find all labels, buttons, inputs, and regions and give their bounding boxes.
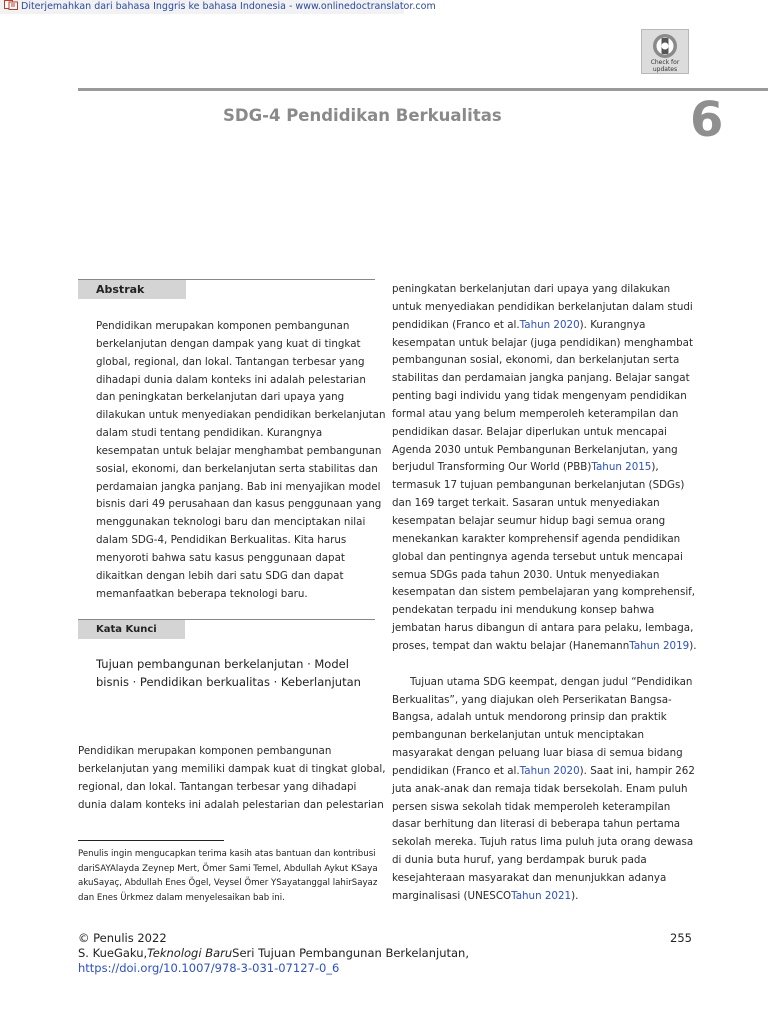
intro-line: regional, dan lokal. Tantangan terbesar yang dihadapi	[78, 780, 357, 793]
right-line: kesempatan untuk belajar (juga pendidikan) menghambat	[392, 336, 694, 349]
right-line: dasar berhitung dan literasi di beberapa tahun pertama	[392, 818, 681, 831]
right-line: Berkualitas”, yang diajukan oleh Perserikatan Bangsa-	[392, 693, 672, 706]
chapter-top-rule	[78, 88, 768, 91]
check-updates-line2: updates	[652, 65, 678, 73]
abstract-line: menyoroti bahwa satu kasus penggunaan dapat	[96, 551, 345, 564]
abstract-body	[96, 318, 385, 604]
abstract-line: perdamaian jangka panjang. Bab ini menyajikan model	[96, 480, 381, 493]
text-segment: berjudul Transforming Our World (PBB)	[392, 461, 592, 474]
intro-line: Pendidikan merupakan komponen pembangunan	[78, 745, 332, 757]
abstract-line: memanfaatkan beberapa teknologi baru.	[96, 587, 308, 600]
right-line: formal atau yang belum memperoleh keterampilan dan	[392, 407, 679, 420]
right-line-with-citation	[392, 888, 696, 906]
right-paragraph-2	[392, 674, 696, 906]
right-line: Agenda 2030 untuk Pembangunan Berkelanjutan, yang	[392, 443, 678, 456]
right-line: kesempatan dan sistem pembelajaran yang komprehensif,	[392, 586, 696, 599]
right-line: kesejahteraan masyarakat dan menunjukkan adanya	[392, 872, 667, 884]
right-line: semua SDGs pada tahun 2030. Untuk menyediakan	[392, 568, 660, 581]
right-line: sekolah mereka. Tujuh ratus lima puluh juta orang dewasa	[392, 836, 694, 849]
text-segment: marginalisasi (UNESCO	[392, 889, 512, 902]
abstract-line: dalam studi tentang pendidikan. Kurangnya	[96, 427, 323, 440]
right-line: persen siswa sekolah tidak memperoleh keterampilan	[392, 800, 671, 813]
right-line-with-citation	[392, 459, 696, 477]
text-segment: ). Kurangnya	[579, 318, 646, 331]
abstract-line: dilakukan untuk menyediakan pendidikan berkelanjutan	[96, 409, 386, 422]
footnote	[78, 847, 378, 905]
right-line: pendekatan terpadu ini mendukung konsep bahwa	[392, 604, 655, 617]
right-line: masyarakat dengan peluang luar biasa di semua bidang	[392, 747, 683, 760]
abstract-line: dihadapi dunia dalam konteks ini adalah pelestarian	[96, 373, 366, 386]
abstract-line: berkelanjutan dengan dampak yang kuat di tingkat	[96, 337, 361, 350]
abstract-line: kesempatan untuk belajar menghambat pembangunan	[96, 444, 382, 457]
intro-line: dunia dalam konteks ini adalah pelestarian dan pelestarian	[78, 798, 384, 811]
chapter-title: SDG-4 Pendidikan Berkualitas	[223, 106, 502, 125]
right-line: untuk menyediakan pendidikan berkelanjutan dalam studi	[392, 300, 693, 313]
abstract-line: sosial, ekonomi, dan berkelanjutan serta stabilitas dan	[96, 462, 378, 475]
abstract-heading: Abstrak	[78, 280, 186, 299]
right-line: Bangsa, adalah untuk mendorong prinsip dan praktik	[392, 711, 667, 724]
check-updates-icon	[652, 33, 678, 59]
check-for-updates-button[interactable]	[641, 29, 689, 74]
text-segment: ). Saat ini, hampir 262	[579, 764, 695, 777]
abstract-line: menggunakan teknologi baru dan menciptakan nilai	[96, 516, 366, 529]
intro-line: berkelanjutan yang memiliki dampak kuat di tingkat global,	[78, 762, 386, 775]
right-line: Tujuan utama SDG keempat, dengan judul “Pendidikan	[410, 675, 693, 688]
keywords-body	[96, 655, 361, 691]
footnote-line: dan Enes Ürkmez dalam menyelesaikan bab ini.	[78, 892, 285, 903]
right-line: pembangunan berkelanjutan untuk menciptakan	[392, 729, 645, 742]
translator-logo-icon	[4, 0, 18, 10]
right-line: juta anak-anak dan remaja tidak bersekolah. Enam puluh	[392, 782, 688, 795]
citation-link[interactable]: Tahun 2015	[591, 461, 652, 474]
right-line-with-citation	[392, 638, 696, 656]
abstract-line: dikaitkan dengan lebih dari satu SDG dan dapat	[96, 569, 344, 582]
right-line-with-citation	[392, 317, 696, 335]
abstract-line: global, regional, dan lokal. Tantangan terbesar yang	[96, 355, 365, 368]
abstract-line: dan peningkatan berkelanjutan dari upaya yang	[96, 391, 345, 404]
footnote-line: akuSayaç, Abdullah Enes Ögel, Veysel Ömer YSayatanggal lahirSayaz	[78, 878, 378, 888]
keywords-heading: Kata Kunci	[78, 620, 185, 639]
footnote-rule	[78, 840, 224, 841]
keywords-line: Tujuan pembangunan berkelanjutan · Model	[96, 657, 349, 671]
right-line: di dunia buta huruf, yang berdampak buruk pada	[392, 854, 647, 867]
right-column	[392, 281, 696, 906]
right-line: penting bagi individu yang tidak mengenyam pendidikan	[392, 390, 687, 403]
abstract-line: Pendidikan merupakan komponen pembangunan	[96, 320, 350, 332]
translator-banner[interactable]	[0, 0, 436, 14]
intro-paragraph	[78, 743, 386, 814]
doi-link[interactable]: https://doi.org/10.1007/978-3-031-07127-0_6	[78, 961, 340, 975]
text-segment: ).	[571, 889, 579, 902]
translator-banner-text[interactable]: Diterjemahkan dari bahasa Inggris ke bahasa Indonesia - www.onlinedoctranslator.com	[21, 1, 436, 12]
page-number: 255	[670, 931, 692, 945]
right-line-with-citation	[392, 763, 696, 781]
right-line: dan 169 target terkait. Sasaran untuk menyediakan	[392, 497, 660, 510]
right-line: kesempatan belajar seumur hidup bagi semua orang	[392, 514, 666, 527]
right-line: pendidikan dasar. Belajar diperlukan untuk mencapai	[392, 425, 667, 438]
chapter-number: 6	[690, 92, 724, 148]
abstract-line: bisnis dari 49 perusahaan dan kasus penggunaan yang	[96, 498, 382, 511]
text-segment: ).	[689, 639, 697, 652]
keywords-line: bisnis · Pendidikan berkualitas · Keberlanjutan	[96, 675, 361, 689]
text-segment: pendidikan (Franco et al.	[392, 764, 520, 777]
citation-link[interactable]: Tahun 2021	[511, 889, 572, 902]
check-updates-line1: Check for	[650, 59, 680, 66]
text-segment: proses, tempat dan waktu belajar (Hanemann	[392, 639, 630, 652]
text-segment: ),	[651, 461, 659, 474]
citation-series: Seri Tujuan Pembangunan Berkelanjutan,	[232, 946, 469, 960]
right-paragraph-1	[392, 281, 696, 656]
footnote-line: Penulis ingin mengucapkan terima kasih atas bantuan dan kontribusi	[78, 849, 376, 859]
citation-link[interactable]: Tahun 2019	[629, 639, 690, 652]
right-line: peningkatan berkelanjutan dari upaya yang dilakukan	[392, 283, 671, 295]
citation-link[interactable]: Tahun 2020	[519, 318, 580, 331]
copyright: © Penulis 2022	[78, 931, 167, 945]
text-segment: pendidikan (Franco et al.	[392, 318, 520, 331]
right-line: termasuk 17 tujuan pembangunan berkelanjutan (SDGs)	[392, 479, 685, 492]
footnote-line: dariSAYAlayda Zeynep Mert, Ömer Sami Temel, Abdullah Aykut KSaya	[78, 863, 378, 874]
abstract-line: dalam SDG-4, Pendidikan Berkualitas. Kita harus	[96, 534, 347, 547]
right-line: pembangunan sosial, ekonomi, dan berkelanjutan serta	[392, 354, 680, 367]
right-line: global dan pentingnya agenda tersebut untuk mencapai	[392, 550, 683, 563]
right-line: stabilitas dan perdamaian jangka panjang. Belajar sangat	[392, 372, 690, 385]
right-line: menekankan karakter komprehensif agenda pendidikan	[392, 532, 681, 545]
citation-author: S. KueGaku,	[78, 946, 148, 960]
citation	[78, 946, 469, 961]
citation-link[interactable]: Tahun 2020	[519, 764, 580, 777]
citation-book-title: Teknologi Baru	[147, 946, 233, 960]
right-line: jembatan harus dibangun di antara para pelaku, lembaga,	[392, 622, 694, 635]
